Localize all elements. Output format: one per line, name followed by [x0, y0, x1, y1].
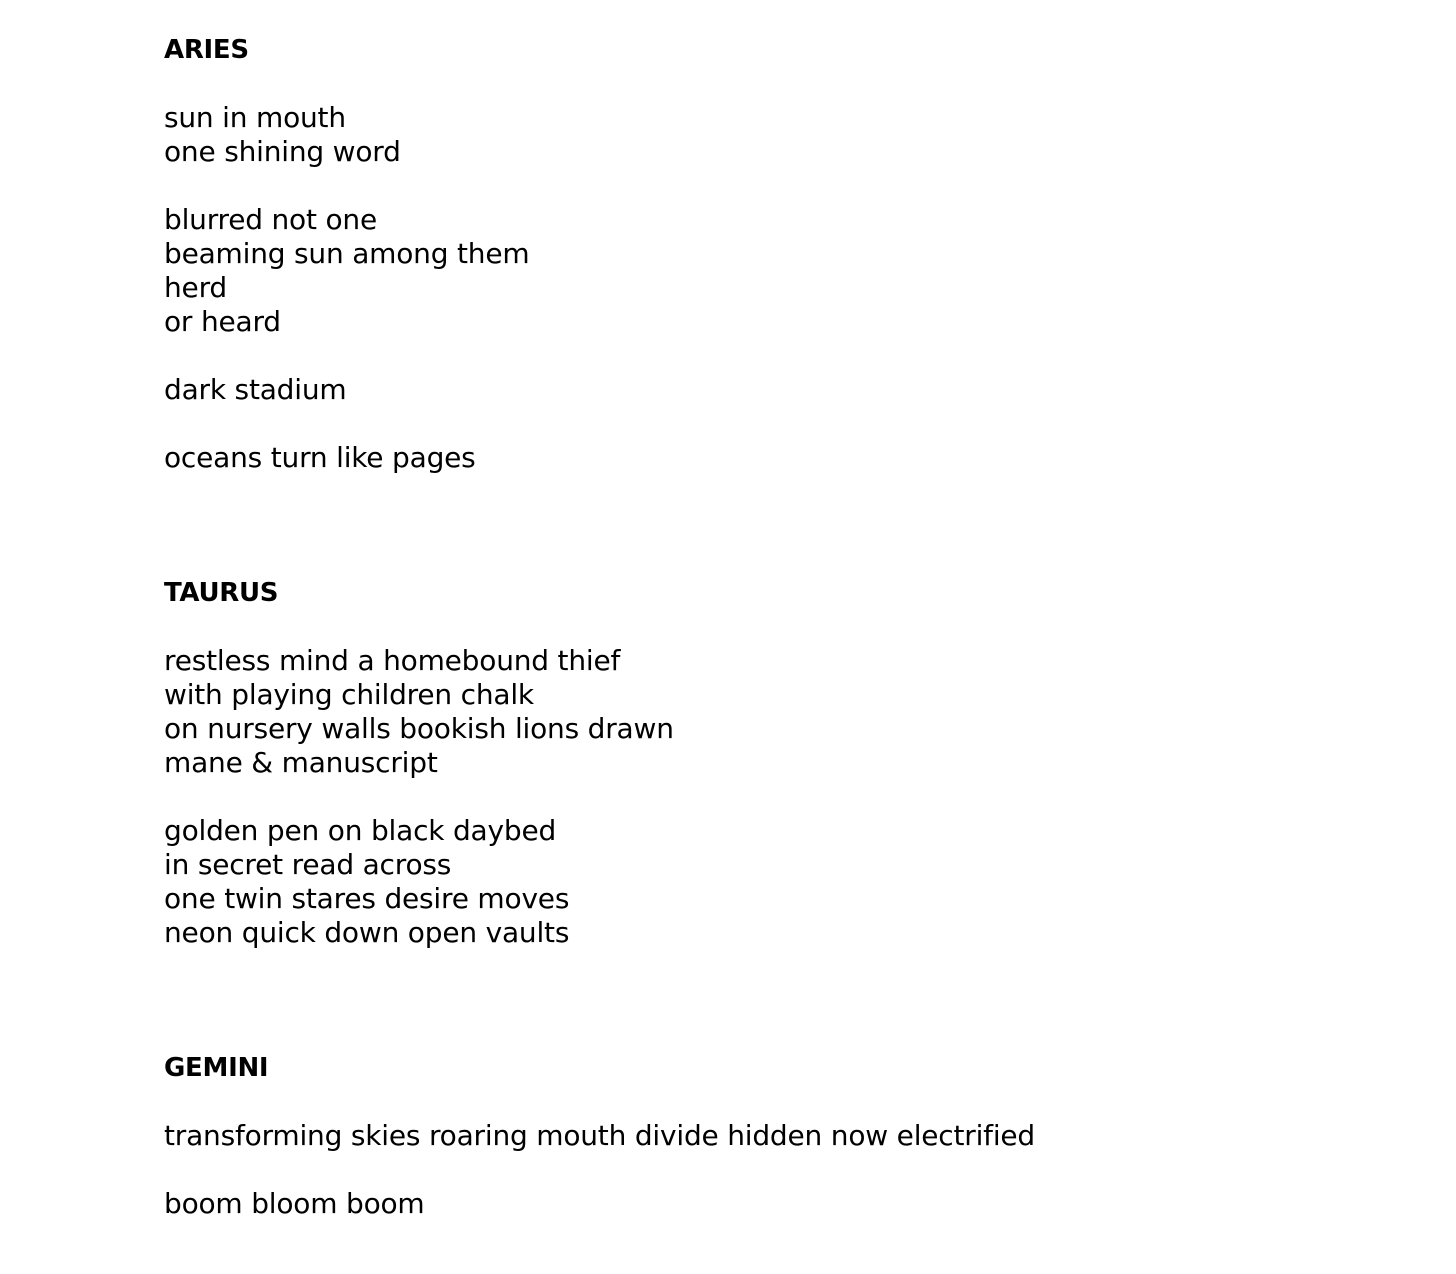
poem-line: beaming sun among them	[164, 237, 530, 270]
poem-line: blurred not one	[164, 203, 377, 236]
stanza	[164, 644, 1364, 780]
section-spacer	[164, 509, 1364, 576]
poem-line: neon quick down open vaults	[164, 916, 570, 949]
stanza	[164, 101, 1364, 169]
poem-line: sun in mouth	[164, 101, 346, 134]
poem-line: transforming skies roaring mouth divide hidden now electrified	[164, 1119, 1035, 1152]
stanza	[164, 203, 1364, 339]
section-spacer	[164, 984, 1364, 1051]
section-aries	[164, 33, 1364, 475]
poem-line: or heard	[164, 305, 281, 338]
poem-line: oceans turn like pages	[164, 441, 476, 474]
stanza	[164, 373, 1364, 407]
stanza	[164, 1119, 1364, 1153]
poem-line: one shining word	[164, 135, 401, 168]
section-gemini	[164, 1051, 1364, 1221]
poem-line: golden pen on black daybed	[164, 814, 557, 847]
poem-line: restless mind a homebound thief	[164, 644, 621, 677]
stanza	[164, 441, 1364, 475]
poem-line: in secret read across	[164, 848, 452, 881]
stanza	[164, 1187, 1364, 1221]
poem-line: boom bloom boom	[164, 1187, 425, 1220]
poem-line: dark stadium	[164, 373, 347, 406]
poem-line: one twin stares desire moves	[164, 882, 570, 915]
poem-page	[164, 33, 1364, 1255]
poem-line: on nursery walls bookish lions drawn	[164, 712, 674, 745]
section-title: TAURUS	[164, 578, 279, 608]
section-taurus	[164, 576, 1364, 950]
section-title: GEMINI	[164, 1053, 269, 1083]
poem-line: mane & manuscript	[164, 746, 438, 779]
poem-line: with playing children chalk	[164, 678, 534, 711]
section-title: ARIES	[164, 35, 249, 65]
poem-line: herd	[164, 271, 227, 304]
stanza	[164, 814, 1364, 950]
